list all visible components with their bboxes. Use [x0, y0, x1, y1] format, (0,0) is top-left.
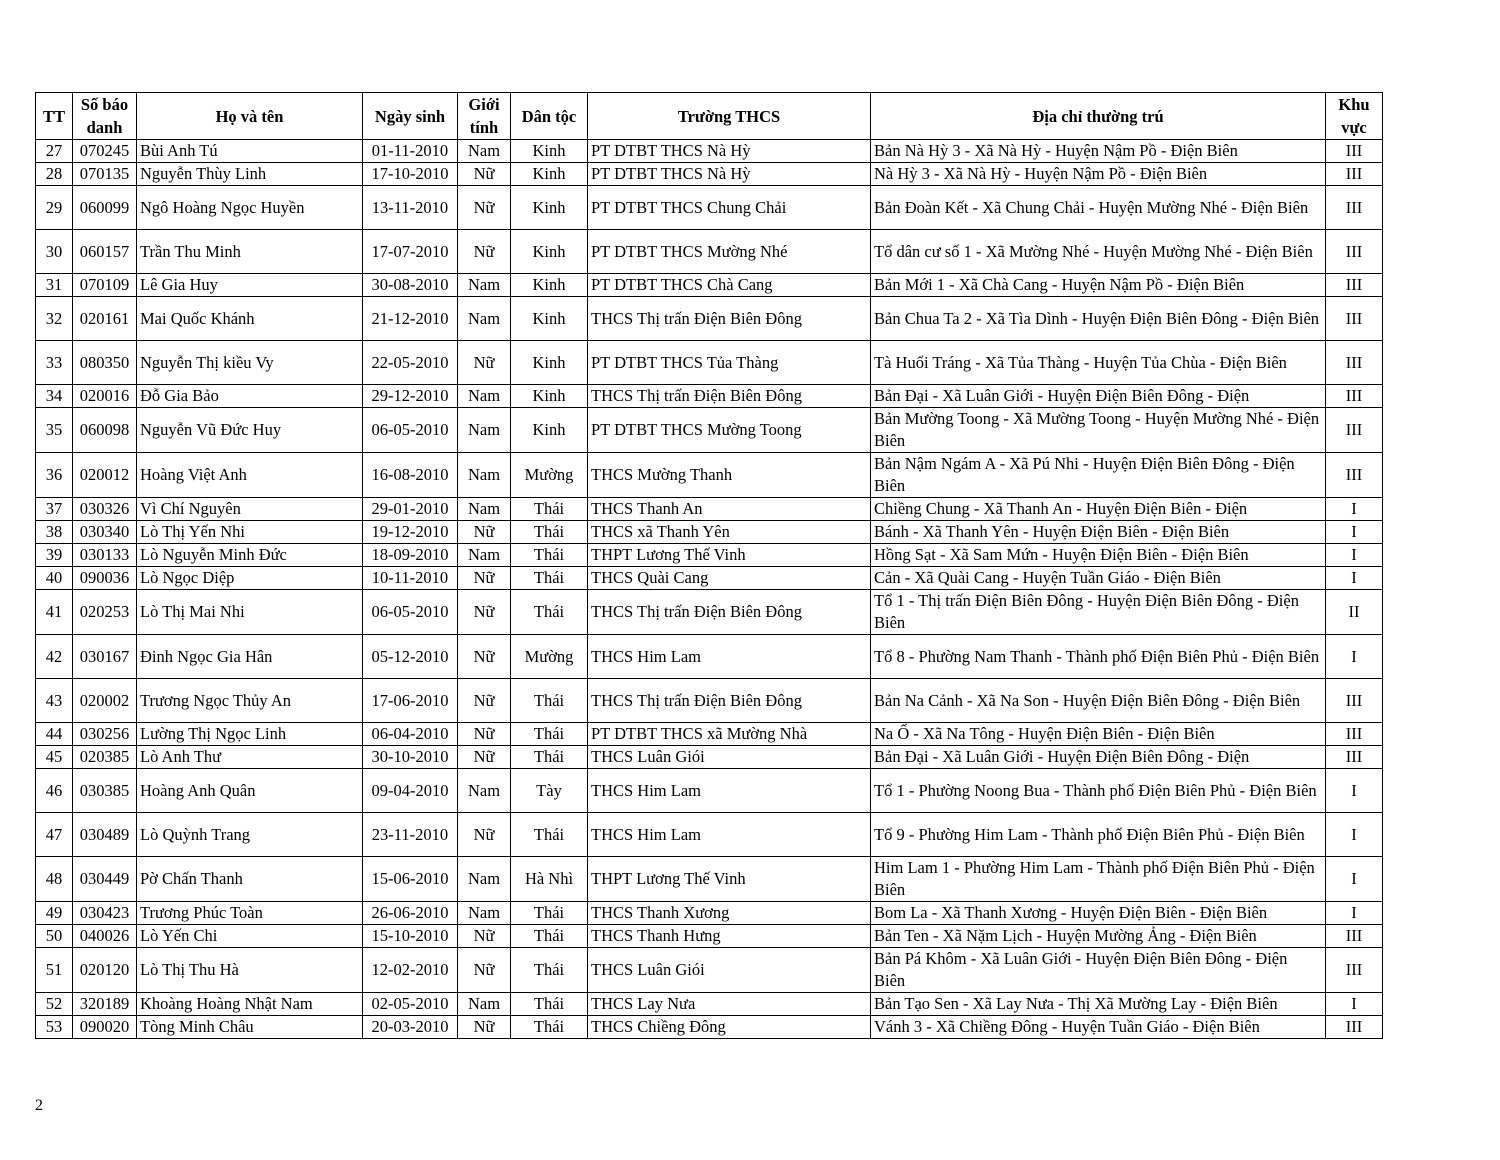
cell-birth-date: 02-05-2010: [363, 993, 458, 1016]
cell-address: Tổ 8 - Phường Nam Thanh - Thành phố Điện Biên Phủ - Điện Biên: [871, 635, 1326, 679]
cell-address: Bản Na Cảnh - Xã Na Son - Huyện Điện Biên Đông - Điện Biên: [871, 679, 1326, 723]
cell-birth-date: 17-10-2010: [363, 163, 458, 186]
cell-gender: Nữ: [458, 186, 511, 230]
cell-school: THPT Lương Thế Vinh: [588, 857, 871, 902]
cell-gender: Nữ: [458, 746, 511, 769]
table-row: [36, 813, 1383, 857]
cell-ethnicity: Kinh: [511, 385, 588, 408]
cell-gender: Nam: [458, 385, 511, 408]
cell-birth-date: 10-11-2010: [363, 567, 458, 590]
cell-birth-date: 05-12-2010: [363, 635, 458, 679]
cell-candidate-number: 070245: [73, 140, 137, 163]
cell-region: III: [1326, 186, 1383, 230]
cell-school: THCS Luân Giói: [588, 948, 871, 993]
cell-region: III: [1326, 453, 1383, 498]
cell-candidate-number: 070109: [73, 274, 137, 297]
table-row: [36, 186, 1383, 230]
cell-tt: 42: [36, 635, 73, 679]
cell-gender: Nữ: [458, 925, 511, 948]
table-row: [36, 769, 1383, 813]
cell-school: THCS Quài Cang: [588, 567, 871, 590]
cell-candidate-number: 090020: [73, 1016, 137, 1039]
cell-tt: 47: [36, 813, 73, 857]
table-row: [36, 163, 1383, 186]
cell-birth-date: 29-12-2010: [363, 385, 458, 408]
cell-region: III: [1326, 948, 1383, 993]
cell-region: I: [1326, 635, 1383, 679]
cell-tt: 36: [36, 453, 73, 498]
cell-address: Bánh - Xã Thanh Yên - Huyện Điện Biên - Điện Biên: [871, 521, 1326, 544]
cell-birth-date: 30-10-2010: [363, 746, 458, 769]
cell-school: THPT Lương Thế Vinh: [588, 544, 871, 567]
cell-region: III: [1326, 341, 1383, 385]
cell-birth-date: 17-06-2010: [363, 679, 458, 723]
cell-tt: 49: [36, 902, 73, 925]
cell-school: PT DTBT THCS Tủa Thàng: [588, 341, 871, 385]
cell-region: I: [1326, 769, 1383, 813]
cell-school: THCS Him Lam: [588, 813, 871, 857]
cell-candidate-number: 030449: [73, 857, 137, 902]
cell-full-name: Lò Thị Thu Hà: [137, 948, 363, 993]
cell-candidate-number: 030167: [73, 635, 137, 679]
cell-tt: 46: [36, 769, 73, 813]
table-row: [36, 140, 1383, 163]
cell-region: III: [1326, 163, 1383, 186]
cell-tt: 52: [36, 993, 73, 1016]
cell-gender: Nữ: [458, 341, 511, 385]
cell-full-name: Lê Gia Huy: [137, 274, 363, 297]
cell-address: Tà Huổi Tráng - Xã Tủa Thàng - Huyện Tủa Chùa - Điện Biên: [871, 341, 1326, 385]
cell-full-name: Trương Ngọc Thủy An: [137, 679, 363, 723]
cell-candidate-number: 040026: [73, 925, 137, 948]
cell-gender: Nam: [458, 902, 511, 925]
cell-full-name: Khoàng Hoàng Nhật Nam: [137, 993, 363, 1016]
cell-region: I: [1326, 567, 1383, 590]
cell-ethnicity: Kinh: [511, 408, 588, 453]
cell-gender: Nữ: [458, 230, 511, 274]
cell-tt: 32: [36, 297, 73, 341]
cell-ethnicity: Kinh: [511, 230, 588, 274]
cell-region: II: [1326, 590, 1383, 635]
cell-full-name: Đỗ Gia Bảo: [137, 385, 363, 408]
cell-ethnicity: Thái: [511, 544, 588, 567]
cell-region: I: [1326, 521, 1383, 544]
cell-address: Bản Ten - Xã Nặm Lịch - Huyện Mường Ảng - Điện Biên: [871, 925, 1326, 948]
cell-birth-date: 01-11-2010: [363, 140, 458, 163]
cell-address: Bản Mường Toong - Xã Mường Toong - Huyện Mường Nhé - Điện Biên: [871, 408, 1326, 453]
cell-ethnicity: Kinh: [511, 186, 588, 230]
cell-tt: 31: [36, 274, 73, 297]
cell-ethnicity: Thái: [511, 925, 588, 948]
cell-gender: Nam: [458, 544, 511, 567]
cell-region: I: [1326, 498, 1383, 521]
cell-school: PT DTBT THCS Mường Nhé: [588, 230, 871, 274]
cell-region: I: [1326, 993, 1383, 1016]
cell-birth-date: 18-09-2010: [363, 544, 458, 567]
cell-gender: Nam: [458, 453, 511, 498]
cell-ethnicity: Tày: [511, 769, 588, 813]
table-row: [36, 902, 1383, 925]
header-tt: TT: [36, 93, 73, 140]
cell-candidate-number: 020120: [73, 948, 137, 993]
cell-address: Bản Chua Ta 2 - Xã Tìa Dình - Huyện Điện Biên Đông - Điện Biên: [871, 297, 1326, 341]
cell-birth-date: 26-06-2010: [363, 902, 458, 925]
cell-address: Vánh 3 - Xã Chiềng Đông - Huyện Tuần Giáo - Điện Biên: [871, 1016, 1326, 1039]
table-row: [36, 453, 1383, 498]
table-row: [36, 230, 1383, 274]
table-row: [36, 723, 1383, 746]
cell-school: PT DTBT THCS Nà Hỳ: [588, 140, 871, 163]
header-gender: Giới tính: [458, 93, 511, 140]
cell-tt: 45: [36, 746, 73, 769]
table-row: [36, 274, 1383, 297]
table-row: [36, 498, 1383, 521]
cell-school: THCS Chiềng Đông: [588, 1016, 871, 1039]
cell-address: Bom La - Xã Thanh Xương - Huyện Điện Biên - Điện Biên: [871, 902, 1326, 925]
cell-ethnicity: Thái: [511, 567, 588, 590]
cell-ethnicity: Thái: [511, 590, 588, 635]
table-row: [36, 993, 1383, 1016]
cell-full-name: Hoàng Việt Anh: [137, 453, 363, 498]
cell-region: III: [1326, 1016, 1383, 1039]
cell-full-name: Đinh Ngọc Gia Hân: [137, 635, 363, 679]
cell-tt: 40: [36, 567, 73, 590]
cell-school: THCS Thị trấn Điện Biên Đông: [588, 385, 871, 408]
cell-address: Bản Đoàn Kết - Xã Chung Chải - Huyện Mường Nhé - Điện Biên: [871, 186, 1326, 230]
cell-candidate-number: 060098: [73, 408, 137, 453]
cell-address: Bản Nà Hỳ 3 - Xã Nà Hỳ - Huyện Nậm Pồ - Điện Biên: [871, 140, 1326, 163]
cell-full-name: Lò Nguyễn Minh Đức: [137, 544, 363, 567]
cell-ethnicity: Thái: [511, 813, 588, 857]
table-row: [36, 746, 1383, 769]
header-ethnicity: Dân tộc: [511, 93, 588, 140]
cell-birth-date: 21-12-2010: [363, 297, 458, 341]
table-row: [36, 948, 1383, 993]
cell-school: PT DTBT THCS Chung Chải: [588, 186, 871, 230]
table-row: [36, 567, 1383, 590]
cell-candidate-number: 030423: [73, 902, 137, 925]
table-row: [36, 1016, 1383, 1039]
cell-ethnicity: Thái: [511, 948, 588, 993]
cell-gender: Nam: [458, 498, 511, 521]
table-row: [36, 590, 1383, 635]
table-row: [36, 544, 1383, 567]
cell-full-name: Nguyễn Vũ Đức Huy: [137, 408, 363, 453]
cell-school: THCS Thanh Xương: [588, 902, 871, 925]
header-address: Địa chỉ thường trú: [871, 93, 1326, 140]
cell-birth-date: 29-01-2010: [363, 498, 458, 521]
cell-address: Him Lam 1 - Phường Him Lam - Thành phố Điện Biên Phủ - Điện Biên: [871, 857, 1326, 902]
cell-birth-date: 06-05-2010: [363, 408, 458, 453]
cell-gender: Nữ: [458, 590, 511, 635]
cell-school: PT DTBT THCS xã Mường Nhà: [588, 723, 871, 746]
cell-birth-date: 16-08-2010: [363, 453, 458, 498]
cell-full-name: Mai Quốc Khánh: [137, 297, 363, 341]
cell-school: THCS Thị trấn Điện Biên Đông: [588, 590, 871, 635]
cell-candidate-number: 080350: [73, 341, 137, 385]
cell-candidate-number: 060157: [73, 230, 137, 274]
cell-full-name: Tòng Minh Châu: [137, 1016, 363, 1039]
cell-gender: Nam: [458, 993, 511, 1016]
cell-ethnicity: Kinh: [511, 274, 588, 297]
cell-birth-date: 23-11-2010: [363, 813, 458, 857]
cell-full-name: Pờ Chấn Thanh: [137, 857, 363, 902]
cell-full-name: Lò Yến Chi: [137, 925, 363, 948]
cell-birth-date: 12-02-2010: [363, 948, 458, 993]
cell-address: Tổ dân cư số 1 - Xã Mường Nhé - Huyện Mường Nhé - Điện Biên: [871, 230, 1326, 274]
cell-gender: Nữ: [458, 813, 511, 857]
cell-gender: Nữ: [458, 723, 511, 746]
cell-gender: Nam: [458, 857, 511, 902]
cell-address: Bản Đại - Xã Luân Giới - Huyện Điện Biên Đông - Điện: [871, 385, 1326, 408]
cell-tt: 30: [36, 230, 73, 274]
cell-full-name: Trương Phúc Toàn: [137, 902, 363, 925]
cell-full-name: Lường Thị Ngọc Linh: [137, 723, 363, 746]
cell-birth-date: 30-08-2010: [363, 274, 458, 297]
cell-tt: 41: [36, 590, 73, 635]
cell-tt: 34: [36, 385, 73, 408]
cell-tt: 27: [36, 140, 73, 163]
cell-candidate-number: 030133: [73, 544, 137, 567]
cell-candidate-number: 030489: [73, 813, 137, 857]
cell-birth-date: 06-04-2010: [363, 723, 458, 746]
cell-region: I: [1326, 813, 1383, 857]
cell-ethnicity: Thái: [511, 723, 588, 746]
table-row: [36, 521, 1383, 544]
cell-ethnicity: Thái: [511, 1016, 588, 1039]
cell-candidate-number: 020385: [73, 746, 137, 769]
cell-candidate-number: 030256: [73, 723, 137, 746]
header-birth-date: Ngày sinh: [363, 93, 458, 140]
page-number: 2: [35, 1097, 43, 1114]
cell-address: Chiềng Chung - Xã Thanh An - Huyện Điện Biên - Điện: [871, 498, 1326, 521]
cell-tt: 48: [36, 857, 73, 902]
cell-birth-date: 20-03-2010: [363, 1016, 458, 1039]
cell-ethnicity: Thái: [511, 993, 588, 1016]
cell-candidate-number: 030326: [73, 498, 137, 521]
cell-gender: Nam: [458, 408, 511, 453]
cell-full-name: Lò Thị Mai Nhi: [137, 590, 363, 635]
table-row: [36, 925, 1383, 948]
cell-birth-date: 17-07-2010: [363, 230, 458, 274]
table-row: [36, 297, 1383, 341]
cell-region: I: [1326, 544, 1383, 567]
cell-full-name: Trần Thu Minh: [137, 230, 363, 274]
cell-full-name: Hoàng Anh Quân: [137, 769, 363, 813]
cell-region: III: [1326, 723, 1383, 746]
cell-candidate-number: 320189: [73, 993, 137, 1016]
cell-candidate-number: 060099: [73, 186, 137, 230]
cell-full-name: Nguyễn Thị kiều Vy: [137, 341, 363, 385]
cell-ethnicity: Kinh: [511, 297, 588, 341]
cell-gender: Nam: [458, 274, 511, 297]
cell-full-name: Lò Anh Thư: [137, 746, 363, 769]
cell-school: THCS Thị trấn Điện Biên Đông: [588, 679, 871, 723]
cell-birth-date: 09-04-2010: [363, 769, 458, 813]
cell-full-name: Ngô Hoàng Ngọc Huyền: [137, 186, 363, 230]
cell-region: III: [1326, 925, 1383, 948]
cell-region: III: [1326, 230, 1383, 274]
cell-candidate-number: 090036: [73, 567, 137, 590]
cell-school: THCS Lay Nưa: [588, 993, 871, 1016]
cell-birth-date: 15-10-2010: [363, 925, 458, 948]
cell-candidate-number: 020016: [73, 385, 137, 408]
header-school: Trường THCS: [588, 93, 871, 140]
cell-region: III: [1326, 140, 1383, 163]
cell-full-name: Lò Thị Yến Nhi: [137, 521, 363, 544]
table-row: [36, 341, 1383, 385]
cell-gender: Nữ: [458, 948, 511, 993]
table-header-row: [36, 93, 1383, 140]
cell-address: Cản - Xã Quài Cang - Huyện Tuần Giáo - Điện Biên: [871, 567, 1326, 590]
cell-address: Nà Hỳ 3 - Xã Nà Hỳ - Huyện Nậm Pồ - Điện Biên: [871, 163, 1326, 186]
cell-region: I: [1326, 857, 1383, 902]
cell-address: Tổ 1 - Thị trấn Điện Biên Đông - Huyện Điện Biên Đông - Điện Biên: [871, 590, 1326, 635]
cell-ethnicity: Thái: [511, 902, 588, 925]
cell-region: III: [1326, 746, 1383, 769]
cell-full-name: Vì Chí Nguyên: [137, 498, 363, 521]
cell-school: PT DTBT THCS Chà Cang: [588, 274, 871, 297]
cell-school: PT DTBT THCS Nà Hỳ: [588, 163, 871, 186]
table-row: [36, 385, 1383, 408]
cell-address: Bản Đại - Xã Luân Giới - Huyện Điện Biên Đông - Điện: [871, 746, 1326, 769]
cell-school: THCS Luân Giói: [588, 746, 871, 769]
cell-tt: 33: [36, 341, 73, 385]
cell-address: Hồng Sạt - Xã Sam Mứn - Huyện Điện Biên - Điện Biên: [871, 544, 1326, 567]
cell-candidate-number: 070135: [73, 163, 137, 186]
cell-ethnicity: Thái: [511, 521, 588, 544]
cell-ethnicity: Hà Nhì: [511, 857, 588, 902]
cell-gender: Nữ: [458, 1016, 511, 1039]
student-table: [35, 92, 1383, 1039]
cell-candidate-number: 020012: [73, 453, 137, 498]
cell-ethnicity: Thái: [511, 679, 588, 723]
header-candidate-number: Số báo danh: [73, 93, 137, 140]
cell-ethnicity: Mường: [511, 635, 588, 679]
cell-candidate-number: 030385: [73, 769, 137, 813]
cell-school: THCS xã Thanh Yên: [588, 521, 871, 544]
cell-gender: Nữ: [458, 163, 511, 186]
cell-tt: 28: [36, 163, 73, 186]
cell-address: Bản Mới 1 - Xã Chà Cang - Huyện Nậm Pồ - Điện Biên: [871, 274, 1326, 297]
cell-ethnicity: Kinh: [511, 140, 588, 163]
cell-candidate-number: 020253: [73, 590, 137, 635]
cell-gender: Nam: [458, 297, 511, 341]
cell-tt: 35: [36, 408, 73, 453]
cell-candidate-number: 020161: [73, 297, 137, 341]
cell-tt: 39: [36, 544, 73, 567]
cell-ethnicity: Kinh: [511, 341, 588, 385]
cell-tt: 51: [36, 948, 73, 993]
cell-tt: 44: [36, 723, 73, 746]
cell-address: Bản Tạo Sen - Xã Lay Nưa - Thị Xã Mường Lay - Điện Biên: [871, 993, 1326, 1016]
cell-gender: Nữ: [458, 679, 511, 723]
table-row: [36, 679, 1383, 723]
cell-school: THCS Him Lam: [588, 635, 871, 679]
cell-ethnicity: Mường: [511, 453, 588, 498]
cell-tt: 37: [36, 498, 73, 521]
cell-birth-date: 22-05-2010: [363, 341, 458, 385]
cell-candidate-number: 020002: [73, 679, 137, 723]
cell-address: Bản Pá Khôm - Xã Luân Giới - Huyện Điện Biên Đông - Điện Biên: [871, 948, 1326, 993]
cell-region: III: [1326, 385, 1383, 408]
cell-birth-date: 06-05-2010: [363, 590, 458, 635]
cell-region: III: [1326, 297, 1383, 341]
table-row: [36, 857, 1383, 902]
cell-gender: Nam: [458, 769, 511, 813]
cell-birth-date: 15-06-2010: [363, 857, 458, 902]
cell-school: THCS Mường Thanh: [588, 453, 871, 498]
table-body: [36, 140, 1383, 1039]
cell-address: Bản Nậm Ngám A - Xã Pú Nhi - Huyện Điện Biên Đông - Điện Biên: [871, 453, 1326, 498]
cell-birth-date: 13-11-2010: [363, 186, 458, 230]
cell-gender: Nam: [458, 140, 511, 163]
cell-tt: 29: [36, 186, 73, 230]
cell-birth-date: 19-12-2010: [363, 521, 458, 544]
cell-school: THCS Thị trấn Điện Biên Đông: [588, 297, 871, 341]
cell-tt: 43: [36, 679, 73, 723]
cell-region: I: [1326, 902, 1383, 925]
cell-ethnicity: Thái: [511, 746, 588, 769]
cell-tt: 53: [36, 1016, 73, 1039]
cell-school: THCS Thanh Hưng: [588, 925, 871, 948]
cell-full-name: Lò Quỳnh Trang: [137, 813, 363, 857]
cell-address: Na Ố - Xã Na Tông - Huyện Điện Biên - Điện Biên: [871, 723, 1326, 746]
header-region: Khu vực: [1326, 93, 1383, 140]
table-row: [36, 635, 1383, 679]
cell-gender: Nữ: [458, 521, 511, 544]
cell-candidate-number: 030340: [73, 521, 137, 544]
cell-full-name: Lò Ngọc Diệp: [137, 567, 363, 590]
cell-address: Tổ 9 - Phường Him Lam - Thành phố Điện Biên Phủ - Điện Biên: [871, 813, 1326, 857]
header-full-name: Họ và tên: [137, 93, 363, 140]
cell-gender: Nữ: [458, 635, 511, 679]
cell-tt: 50: [36, 925, 73, 948]
cell-region: III: [1326, 408, 1383, 453]
cell-region: III: [1326, 274, 1383, 297]
cell-gender: Nữ: [458, 567, 511, 590]
cell-address: Tổ 1 - Phường Noong Bua - Thành phố Điện Biên Phủ - Điện Biên: [871, 769, 1326, 813]
cell-full-name: Bùi Anh Tú: [137, 140, 363, 163]
cell-region: III: [1326, 679, 1383, 723]
cell-school: THCS Him Lam: [588, 769, 871, 813]
table-row: [36, 408, 1383, 453]
cell-ethnicity: Thái: [511, 498, 588, 521]
cell-tt: 38: [36, 521, 73, 544]
cell-school: PT DTBT THCS Mường Toong: [588, 408, 871, 453]
cell-full-name: Nguyễn Thùy Linh: [137, 163, 363, 186]
cell-ethnicity: Kinh: [511, 163, 588, 186]
cell-school: THCS Thanh An: [588, 498, 871, 521]
